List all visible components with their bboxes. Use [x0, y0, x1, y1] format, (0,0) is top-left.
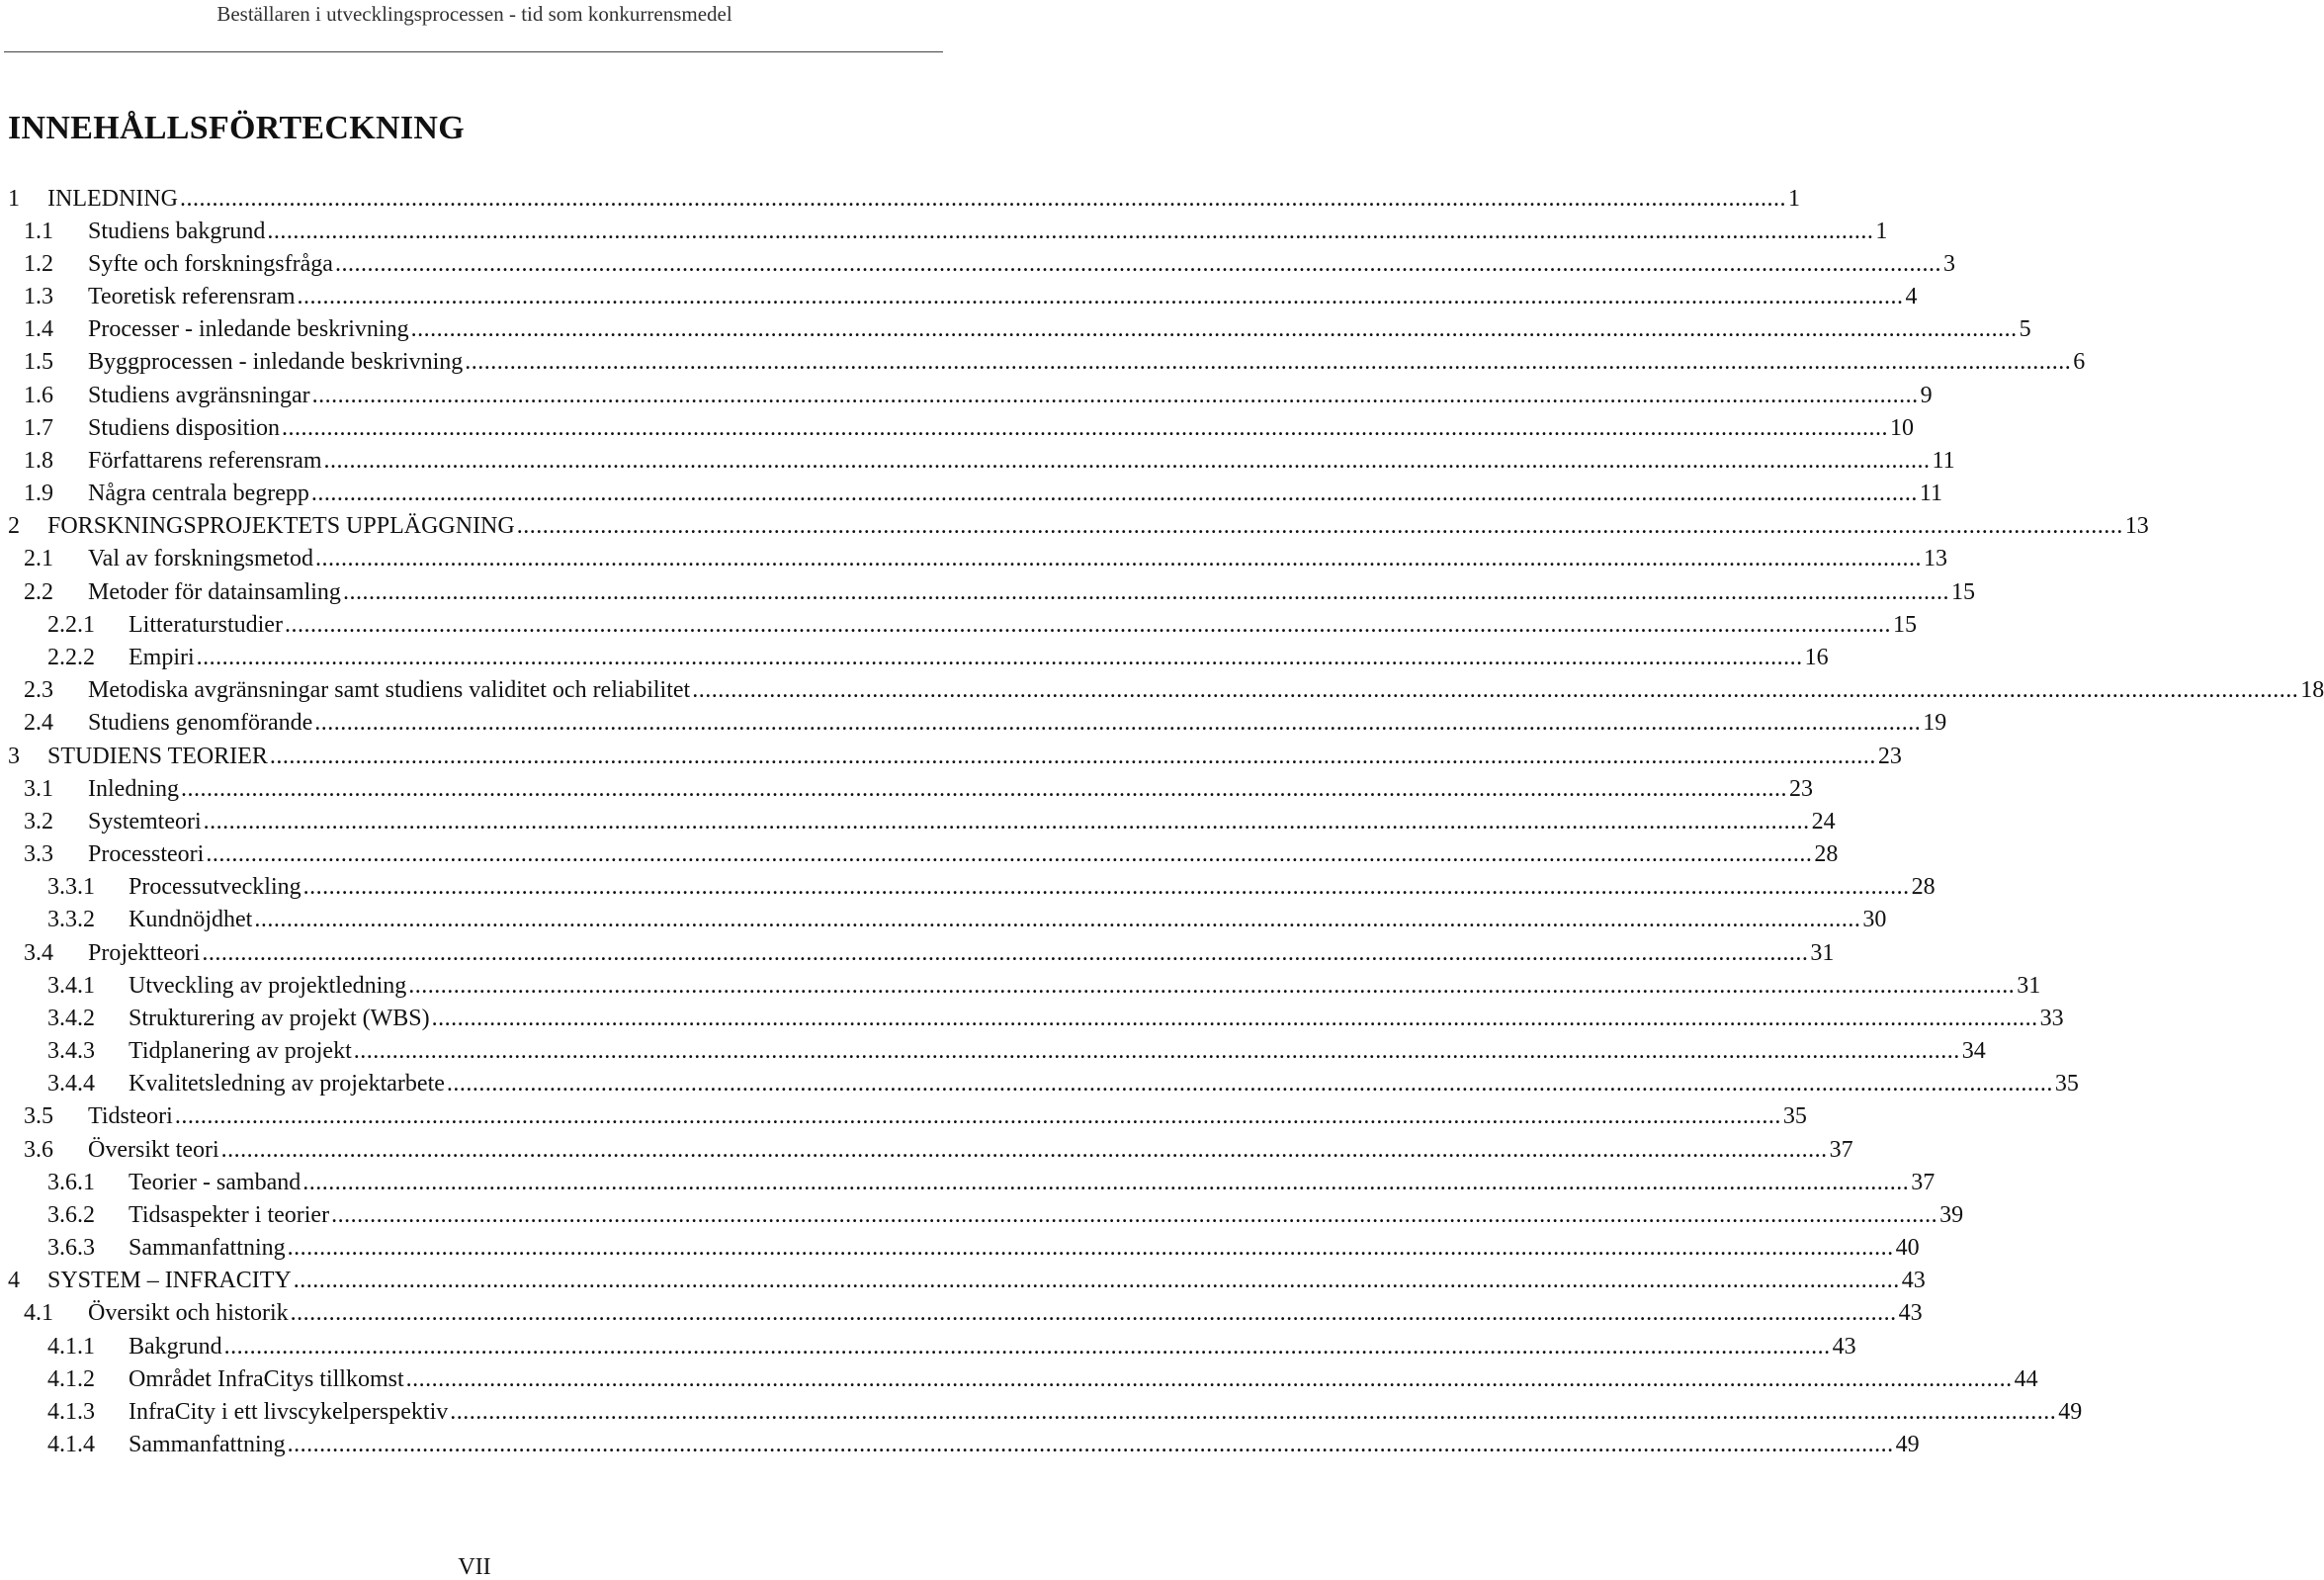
toc-entry-line [129, 1364, 2038, 1394]
toc-entry[interactable] [0, 247, 1955, 280]
toc-entry-label: InfraCity i ett livscykelperspektiv [129, 1398, 449, 1425]
toc-entry-number: 3.5 [24, 1103, 53, 1130]
toc-dot-leader: .......................................................................................................................................................................................................................................................... [174, 1103, 1781, 1130]
toc-entry-number: 3 [8, 743, 20, 769]
toc-entry-line [88, 708, 1947, 738]
toc-entry-number: 3.4 [24, 939, 53, 966]
toc-entry-number: 3.6.1 [47, 1169, 95, 1195]
toc-entry-label: Författarens referensram [88, 447, 322, 474]
toc-entry-line [88, 381, 1933, 410]
toc-entry-label: STUDIENS TEORIER [47, 743, 268, 769]
page-number: VII [458, 1554, 491, 1580]
toc-dot-leader: .......................................................................................................................................................................................................................................................... [334, 250, 1941, 277]
toc-entry-page: 30 [1862, 907, 1887, 933]
toc-entry-label: Processutveckling [129, 874, 301, 901]
toc-entry-number: 2.2.2 [47, 644, 95, 670]
toc-entry-page: 24 [1811, 808, 1836, 834]
toc-entry-number: 3.4.2 [47, 1005, 95, 1031]
toc-entry-label: Tidsteori [88, 1103, 173, 1130]
toc-entry[interactable] [0, 1265, 1926, 1297]
toc-entry[interactable] [0, 641, 1829, 673]
toc-dot-leader: .......................................................................................................................................................................................................................................................... [293, 1268, 1900, 1294]
toc-dot-leader: .......................................................................................................................................................................................................................................................... [314, 710, 1922, 737]
toc-entry-page: 23 [1788, 775, 1813, 802]
toc-entry-line [88, 249, 1955, 279]
toc-entry-label: Bakgrund [129, 1333, 222, 1360]
toc-entry-label: Några centrala begrepp [88, 481, 309, 507]
toc-entry-number: 1.5 [24, 349, 53, 376]
toc-entry[interactable] [0, 346, 2086, 379]
toc-entry[interactable] [0, 772, 1813, 805]
toc-entry-page: 43 [1898, 1300, 1923, 1327]
toc-entry-number: 2 [8, 513, 20, 540]
toc-entry-line [129, 1430, 1920, 1459]
toc-entry-number: 4.1.4 [47, 1432, 95, 1458]
toc-entry-label: Metodiska avgränsningar samt studiens validitet och reliabilitet [88, 677, 691, 704]
toc-entry-number: 3.6.2 [47, 1201, 95, 1228]
toc-entry-page: 31 [2017, 972, 2041, 999]
toc-entry-label: Kundnöjdhet [129, 907, 253, 933]
toc-entry-page: 13 [2124, 513, 2149, 540]
toc-entry-line [88, 577, 1975, 607]
toc-entry-number: 2.3 [24, 677, 53, 704]
running-header: Beställaren i utvecklingsprocessen - tid som konkurrensmedel [216, 2, 732, 26]
toc-entry-line [129, 1168, 1936, 1197]
toc-entry-label: Metoder för datainsamling [88, 578, 341, 605]
toc-entry[interactable] [0, 805, 1836, 837]
toc-entry-page: 4 [1905, 284, 1918, 310]
toc-entry-line [88, 938, 1835, 968]
toc-dot-leader: .......................................................................................................................................................................................................................................................... [311, 382, 1919, 408]
toc-list [0, 182, 2324, 1461]
toc-entry-page: 39 [1939, 1201, 1964, 1228]
toc-entry-label: Val av forskningsmetod [88, 546, 313, 572]
toc-entry[interactable] [0, 1362, 2038, 1395]
toc-entry[interactable] [0, 1068, 2079, 1100]
toc-entry-page: 31 [1810, 939, 1835, 966]
toc-dot-leader: .......................................................................................................................................................................................................................................................... [290, 1300, 1897, 1327]
toc-entry-number: 2.4 [24, 710, 53, 737]
toc-dot-leader: .......................................................................................................................................................................................................................................................... [220, 1136, 1828, 1163]
toc-dot-leader: .......................................................................................................................................................................................................................................................... [323, 447, 1931, 474]
toc-dot-leader: .......................................................................................................................................................................................................................................................... [267, 218, 1874, 244]
toc-dot-leader: .......................................................................................................................................................................................................................................................... [405, 1365, 2013, 1392]
toc-entry-number: 4.1 [24, 1300, 53, 1327]
toc-entry-number: 1.7 [24, 414, 53, 441]
toc-entry-label: FORSKNINGSPROJEKTETS UPPLÄGGNING [47, 513, 515, 540]
toc-dot-leader: .......................................................................................................................................................................................................................................................... [302, 1169, 1910, 1195]
toc-entry-line [129, 1332, 1856, 1361]
toc-entry-line [88, 807, 1836, 836]
toc-entry-line [88, 839, 1839, 869]
toc-entry[interactable] [0, 478, 1942, 510]
toc-dot-leader: .......................................................................................................................................................................................................................................................... [314, 546, 1922, 572]
toc-entry-number: 1.4 [24, 316, 53, 343]
toc-entry-label: Empiri [129, 644, 195, 670]
toc-entry-line [88, 774, 1813, 804]
toc-entry-line [88, 1298, 1923, 1328]
toc-entry-number: 3.1 [24, 775, 53, 802]
toc-entry-line [129, 1397, 2083, 1427]
toc-entry-number: 2.2.1 [47, 611, 95, 638]
toc-entry-number: 3.3.2 [47, 907, 95, 933]
toc-dot-leader: .......................................................................................................................................................................................................................................................... [287, 1235, 1894, 1262]
toc-dot-leader: .......................................................................................................................................................................................................................................................... [302, 874, 1910, 901]
toc-entry-page: 11 [1919, 481, 1942, 507]
toc-entry[interactable] [0, 281, 1918, 313]
toc-entry-number: 1 [8, 185, 20, 212]
toc-entry-page: 15 [1950, 578, 1975, 605]
toc-entry[interactable] [0, 379, 1933, 411]
toc-entry-line [88, 544, 1947, 573]
toc-entry-line [129, 643, 1829, 672]
toc-entry-page: 3 [1942, 250, 1955, 277]
toc-entry-line [129, 872, 1936, 902]
toc-entry-line [88, 314, 2031, 344]
toc-entry[interactable] [0, 543, 1947, 575]
toc-entry[interactable] [0, 608, 1917, 641]
toc-entry-line [47, 511, 2149, 541]
toc-entry-number: 1.3 [24, 284, 53, 310]
toc-dot-leader: .......................................................................................................................................................................................................................................................... [692, 677, 2299, 704]
toc-entry-page: 15 [1892, 611, 1917, 638]
toc-dot-leader: .......................................................................................................................................................................................................................................................... [310, 481, 1918, 507]
toc-entry[interactable] [0, 1330, 1856, 1362]
toc-entry[interactable] [0, 674, 2324, 707]
toc-entry-line [47, 184, 1800, 214]
toc-entry-number: 1.9 [24, 481, 53, 507]
toc-dot-leader: .......................................................................................................................................................................................................................................................... [203, 808, 1810, 834]
toc-entry-line [88, 217, 1888, 246]
toc-dot-leader: .......................................................................................................................................................................................................................................................... [179, 185, 1786, 212]
toc-entry-label: Teorier - samband [129, 1169, 301, 1195]
toc-entry[interactable] [0, 411, 1915, 444]
toc-entry-page: 28 [1814, 841, 1839, 868]
toc-entry-label: SYSTEM – INFRACITY [47, 1268, 292, 1294]
toc-entry-number: 4 [8, 1268, 20, 1294]
toc-entry-page: 18 [2300, 677, 2324, 704]
toc-entry-label: Kvalitetsledning av projektarbete [129, 1071, 445, 1097]
toc-entry[interactable] [0, 707, 1947, 740]
toc-dot-leader: .......................................................................................................................................................................................................................................................... [353, 1038, 1960, 1065]
toc-entry-page: 37 [1829, 1136, 1853, 1163]
toc-entry-label: Systemteori [88, 808, 202, 834]
toc-entry[interactable] [0, 1297, 1923, 1330]
toc-entry[interactable] [0, 510, 2149, 543]
toc-entry-page: 1 [1875, 218, 1888, 244]
toc-entry-page: 40 [1895, 1235, 1920, 1262]
toc-entry-number: 1.8 [24, 447, 53, 474]
toc-entry[interactable] [0, 1002, 2064, 1034]
toc-entry-page: 43 [1901, 1268, 1926, 1294]
toc-entry-line [129, 1200, 1964, 1230]
toc-entry-line [129, 610, 1917, 640]
toc-entry-page: 10 [1890, 414, 1915, 441]
toc-dot-leader: .......................................................................................................................................................................................................................................................... [465, 349, 2072, 376]
toc-entry-page: 23 [1877, 743, 1902, 769]
toc-dot-leader: .......................................................................................................................................................................................................................................................... [196, 644, 1803, 670]
toc-entry-number: 4.1.1 [47, 1333, 95, 1360]
toc-entry-page: 35 [2054, 1071, 2079, 1097]
toc-dot-leader: .......................................................................................................................................................................................................................................................... [450, 1398, 2057, 1425]
toc-entry-number: 3.3 [24, 841, 53, 868]
toc-dot-leader: .......................................................................................................................................................................................................................................................... [269, 743, 1876, 769]
toc-entry-number: 3.4.1 [47, 972, 95, 999]
toc-dot-leader: .......................................................................................................................................................................................................................................................... [206, 841, 1813, 868]
toc-entry[interactable] [0, 1198, 1964, 1231]
toc-entry-line [88, 675, 2324, 705]
toc-dot-leader: .......................................................................................................................................................................................................................................................... [287, 1432, 1894, 1458]
toc-entry-line [129, 1036, 1986, 1066]
toc-entry-label: Teoretisk referensram [88, 284, 296, 310]
toc-dot-leader: .......................................................................................................................................................................................................................................................... [284, 611, 1891, 638]
toc-dot-leader: .......................................................................................................................................................................................................................................................... [446, 1071, 2053, 1097]
toc-entry[interactable] [0, 215, 1888, 247]
toc-entry[interactable] [0, 1034, 1986, 1067]
toc-entry-number: 3.3.1 [47, 874, 95, 901]
toc-entry-line [88, 413, 1915, 443]
toc-entry[interactable] [0, 182, 1800, 215]
toc-entry-page: 44 [2014, 1365, 2038, 1392]
toc-dot-leader: .......................................................................................................................................................................................................................................................... [297, 284, 1904, 310]
toc-entry-number: 3.6.3 [47, 1235, 95, 1262]
toc-entry-line [88, 446, 1955, 476]
toc-dot-leader: .......................................................................................................................................................................................................................................................... [516, 513, 2123, 540]
toc-entry[interactable] [0, 444, 1955, 477]
toc-dot-leader: .......................................................................................................................................................................................................................................................... [180, 775, 1787, 802]
toc-entry[interactable] [0, 1429, 1920, 1461]
toc-entry-label: Området InfraCitys tillkomst [129, 1365, 404, 1392]
toc-entry-label: Byggprocessen - inledande beskrivning [88, 349, 464, 376]
toc-entry-number: 1.1 [24, 218, 53, 244]
toc-entry-label: INLEDNING [47, 185, 178, 212]
toc-entry[interactable] [0, 969, 2041, 1002]
toc-entry[interactable] [0, 904, 1887, 936]
toc-entry-label: Studiens bakgrund [88, 218, 266, 244]
toc-entry-number: 3.2 [24, 808, 53, 834]
toc-dot-leader: .......................................................................................................................................................................................................................................................... [223, 1333, 1831, 1360]
toc-entry-line [88, 1101, 1807, 1131]
toc-entry-page: 11 [1932, 447, 1955, 474]
toc-entry[interactable] [0, 1395, 2083, 1428]
toc-entry[interactable] [0, 871, 1936, 904]
toc-entry[interactable] [0, 740, 1902, 772]
toc-entry-label: Projektteori [88, 939, 201, 966]
toc-entry-page: 49 [1895, 1432, 1920, 1458]
toc-entry-line [88, 347, 2086, 377]
toc-entry[interactable] [0, 1100, 1807, 1133]
toc-entry-label: Sammanfattning [129, 1235, 286, 1262]
toc-entry-page: 13 [1923, 546, 1947, 572]
toc-entry-label: Sammanfattning [129, 1432, 286, 1458]
toc-dot-leader: .......................................................................................................................................................................................................................................................... [282, 414, 1889, 441]
toc-title: INNEHÅLLSFÖRTECKNING [8, 110, 465, 146]
toc-entry-page: 19 [1923, 710, 1947, 737]
toc-entry-line [129, 1069, 2079, 1098]
toc-entry[interactable] [0, 313, 2031, 346]
toc-entry-line [129, 1233, 1920, 1263]
toc-dot-leader: .......................................................................................................................................................................................................................................................... [254, 907, 1861, 933]
toc-entry-number: 1.2 [24, 250, 53, 277]
toc-entry-page: 28 [1911, 874, 1936, 901]
toc-entry[interactable] [0, 575, 1975, 608]
toc-entry-label: Översikt och historik [88, 1300, 289, 1327]
toc-dot-leader: .......................................................................................................................................................................................................................................................... [202, 939, 1809, 966]
toc-entry-label: Studiens avgränsningar [88, 382, 310, 408]
toc-entry-page: 37 [1911, 1169, 1936, 1195]
toc-entry-number: 4.1.3 [47, 1398, 95, 1425]
toc-entry-page: 6 [2073, 349, 2086, 376]
toc-entry-page: 9 [1920, 382, 1933, 408]
toc-entry-line [47, 1266, 1926, 1295]
toc-entry-number: 3.4.4 [47, 1071, 95, 1097]
toc-dot-leader: .......................................................................................................................................................................................................................................................... [410, 316, 2018, 343]
toc-entry-page: 5 [2019, 316, 2031, 343]
toc-entry[interactable] [0, 1232, 1920, 1265]
toc-entry-number: 2.1 [24, 546, 53, 572]
toc-entry-label: Studiens genomförande [88, 710, 313, 737]
toc-dot-leader: .......................................................................................................................................................................................................................................................... [431, 1005, 2038, 1031]
toc-entry-line [129, 1004, 2064, 1033]
toc-entry-number: 3.4.3 [47, 1038, 95, 1065]
toc-entry-line [88, 282, 1918, 311]
toc-entry-page: 16 [1804, 644, 1829, 670]
toc-entry-page: 49 [2058, 1398, 2083, 1425]
toc-entry-line [129, 905, 1887, 934]
toc-entry-page: 33 [2039, 1005, 2064, 1031]
toc-entry-label: Utveckling av projektledning [129, 972, 407, 999]
toc-entry-label: Syfte och forskningsfråga [88, 250, 333, 277]
header-rule [4, 51, 943, 52]
toc-entry[interactable] [0, 1133, 1853, 1166]
toc-entry-number: 4.1.2 [47, 1365, 95, 1392]
toc-entry-number: 3.6 [24, 1136, 53, 1163]
toc-entry-label: Tidsaspekter i teorier [129, 1201, 330, 1228]
toc-entry-label: Processteori [88, 841, 205, 868]
toc-entry-page: 43 [1832, 1333, 1856, 1360]
toc-entry-label: Litteraturstudier [129, 611, 283, 638]
toc-entry-label: Tidplanering av projekt [129, 1038, 352, 1065]
toc-entry-number: 2.2 [24, 578, 53, 605]
toc-dot-leader: .......................................................................................................................................................................................................................................................... [342, 578, 1949, 605]
toc-entry-line [88, 479, 1942, 508]
toc-entry-number: 1.6 [24, 382, 53, 408]
toc-dot-leader: .......................................................................................................................................................................................................................................................... [408, 972, 2016, 999]
toc-entry-line [88, 1135, 1853, 1165]
toc-entry[interactable] [0, 837, 1839, 870]
toc-entry-label: Översikt teori [88, 1136, 219, 1163]
toc-entry-page: 1 [1787, 185, 1800, 212]
toc-entry-line [47, 742, 1902, 771]
toc-entry-label: Strukturering av projekt (WBS) [129, 1005, 430, 1031]
toc-dot-leader: .......................................................................................................................................................................................................................................................... [331, 1201, 1938, 1228]
toc-entry-page: 34 [1961, 1038, 1986, 1065]
toc-entry[interactable] [0, 936, 1835, 969]
toc-entry-label: Processer - inledande beskrivning [88, 316, 409, 343]
toc-entry-label: Studiens disposition [88, 414, 281, 441]
toc-entry-page: 35 [1782, 1103, 1807, 1130]
toc-entry-line [129, 971, 2041, 1001]
toc-entry-label: Inledning [88, 775, 179, 802]
toc-entry[interactable] [0, 1166, 1936, 1198]
